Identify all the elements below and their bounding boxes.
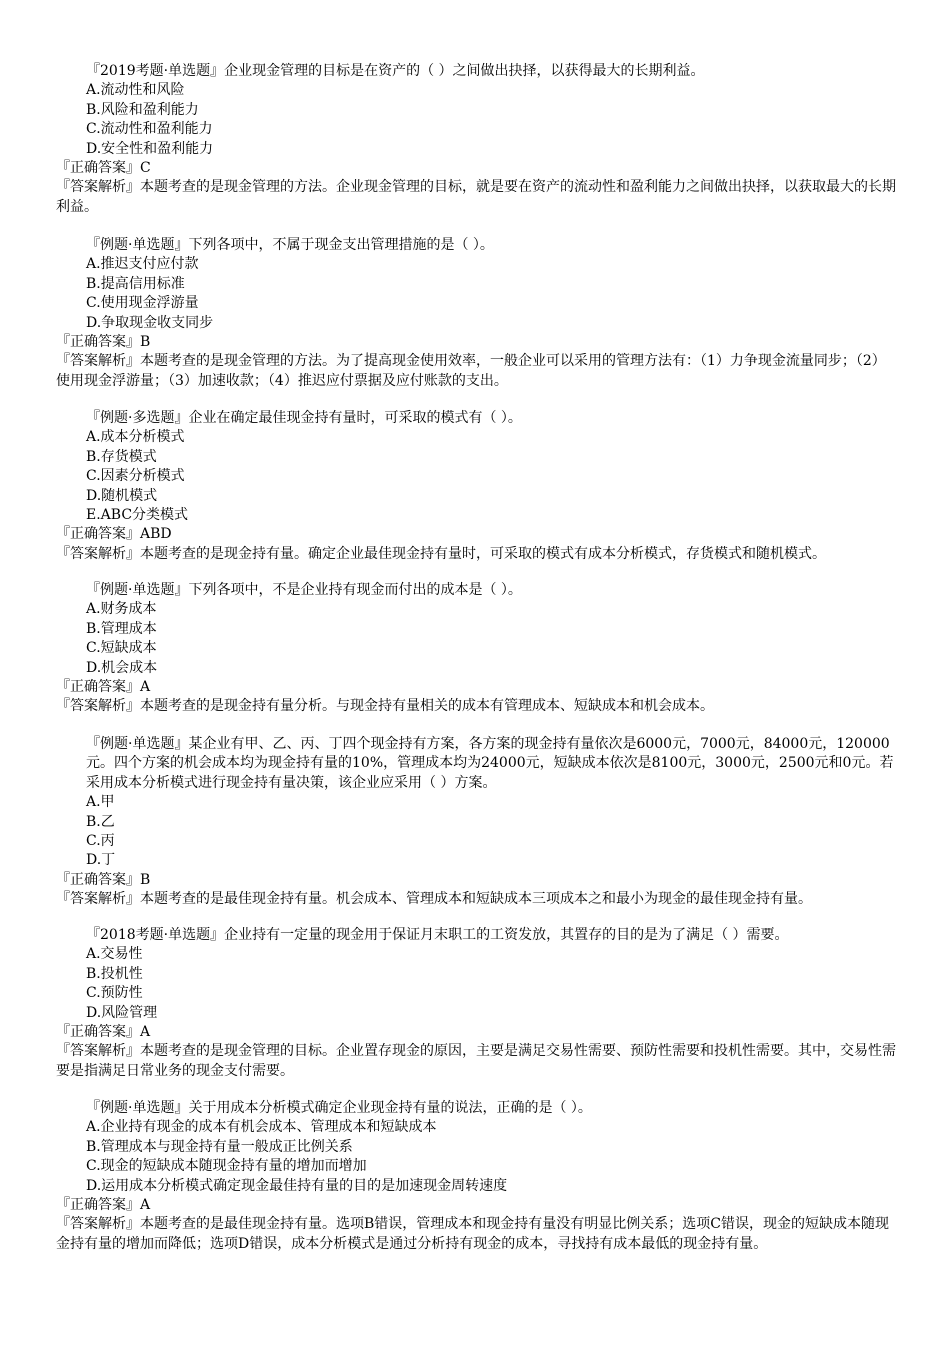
question-stem: 『例题·单选题』下列各项中，不属于现金支出管理措施的是（ ）。 <box>86 237 494 253</box>
option-a: A.交易性 <box>86 946 143 963</box>
option-d: D.风险管理 <box>86 1004 158 1021</box>
answer-explanation: 『答案解析』本题考查的是现金管理的目标。企业置存现金的原因，主要是满足交易性需要、预防性需要和投机性需要。其中，交易性需要是指满足日常业务的现金支付需要。 <box>56 1043 896 1079</box>
option-d: D.运用成本分析模式确定现金最佳持有量的目的是加速现金周转速度 <box>86 1177 508 1194</box>
option-a: A.甲 <box>86 794 115 811</box>
option-d: D.丁 <box>86 852 116 869</box>
answer-explanation: 『答案解析』本题考查的是最佳现金持有量。机会成本、管理成本和短缺成本三项成本之和最小为现金的最佳现金持有量。 <box>56 891 812 908</box>
option-b: B.风险和盈利能力 <box>86 101 199 118</box>
question-block <box>56 1099 898 1254</box>
option-d: D.机会成本 <box>86 659 158 676</box>
option-e: E.ABC分类模式 <box>86 507 189 524</box>
option-d: D.安全性和盈利能力 <box>86 140 214 157</box>
option-b: B.管理成本与现金持有量一般成正比例关系 <box>86 1138 353 1155</box>
question-block <box>56 62 898 217</box>
option-b: B.提高信用标准 <box>86 275 185 292</box>
question-stem: 『例题·单选题』关于用成本分析模式确定企业现金持有量的说法，正确的是（ ）。 <box>86 1100 592 1116</box>
question-block <box>56 926 898 1081</box>
question-stem: 『例题·单选题』某企业有甲、乙、丙、丁四个现金持有方案，各方案的现金持有量依次是6000元，7000元，84000元，120000元。四个方案的机会成本均为现金持有量的10%，管理成本均为24000元，短缺成本依次是8100元，3000元，2500元和0元。若采用成本分析模式进行现金持有量决策，该企业应采用（ ）方案。 <box>86 736 894 791</box>
question-block <box>56 581 898 717</box>
option-c: C.短缺成本 <box>86 640 157 657</box>
option-b: B.乙 <box>86 813 115 830</box>
correct-answer: 『正确答案』A <box>56 1197 151 1214</box>
option-c: C.现金的短缺成本随现金持有量的增加而增加 <box>86 1158 367 1175</box>
option-d: D.随机模式 <box>86 487 158 504</box>
question-block <box>56 409 898 564</box>
correct-answer: 『正确答案』C <box>56 160 151 177</box>
option-c: C.预防性 <box>86 985 143 1002</box>
question-stem: 『2019考题·单选题』企业现金管理的目标是在资产的（ ）之间做出抉择，以获得最大的长期利益。 <box>86 63 705 79</box>
correct-answer: 『正确答案』B <box>56 871 151 888</box>
question-stem: 『例题·多选题』企业在确定最佳现金持有量时，可采取的模式有（ ）。 <box>86 410 522 426</box>
answer-explanation: 『答案解析』本题考查的是现金管理的方法。企业现金管理的目标，就是要在资产的流动性和盈利能力之间做出抉择，以获取最大的长期利益。 <box>56 179 896 215</box>
option-a: A.成本分析模式 <box>86 429 185 446</box>
option-a: A.流动性和风险 <box>86 82 185 99</box>
correct-answer: 『正确答案』ABD <box>56 526 172 543</box>
answer-explanation: 『答案解析』本题考查的是现金持有量。确定企业最佳现金持有量时，可采取的模式有成本分析模式，存货模式和随机模式。 <box>56 545 826 562</box>
option-d: D.争取现金收支同步 <box>86 314 214 331</box>
question-block <box>56 735 898 910</box>
option-b: B.投机性 <box>86 965 143 982</box>
correct-answer: 『正确答案』A <box>56 1024 151 1041</box>
option-a: A.企业持有现金的成本有机会成本、管理成本和短缺成本 <box>86 1119 437 1136</box>
question-stem: 『2018考题·单选题』企业持有一定量的现金用于保证月末职工的工资发放，其置存的目的是为了满足（ ）需要。 <box>86 927 789 943</box>
option-c: C.丙 <box>86 833 115 850</box>
option-c: C.流动性和盈利能力 <box>86 121 213 138</box>
option-b: B.管理成本 <box>86 620 157 637</box>
answer-explanation: 『答案解析』本题考查的是最佳现金持有量。选项B错误，管理成本和现金持有量没有明显比例关系；选项C错误，现金的短缺成本随现金持有量的增加而降低；选项D错误，成本分析模式是通过分析持有现金的成本，寻找持有成本最低的现金持有量。 <box>56 1216 889 1252</box>
option-a: A.推迟支付应付款 <box>86 256 199 273</box>
option-a: A.财务成本 <box>86 601 157 618</box>
option-b: B.存货模式 <box>86 448 157 465</box>
option-c: C.因素分析模式 <box>86 468 185 485</box>
question-stem: 『例题·单选题』下列各项中，不是企业持有现金而付出的成本是（ ）。 <box>86 582 522 598</box>
correct-answer: 『正确答案』A <box>56 679 151 696</box>
answer-explanation: 『答案解析』本题考查的是现金持有量分析。与现金持有量相关的成本有管理成本、短缺成本和机会成本。 <box>56 698 714 715</box>
option-c: C.使用现金浮游量 <box>86 295 199 312</box>
correct-answer: 『正确答案』B <box>56 334 151 351</box>
answer-explanation: 『答案解析』本题考查的是现金管理的方法。为了提高现金使用效率，一般企业可以采用的管理方法有：（1）力争现金流量同步；（2）使用现金浮游量；（3）加速收款；（4）推迟应付票据及应付账款的支出。 <box>56 353 886 389</box>
question-block <box>56 236 898 391</box>
